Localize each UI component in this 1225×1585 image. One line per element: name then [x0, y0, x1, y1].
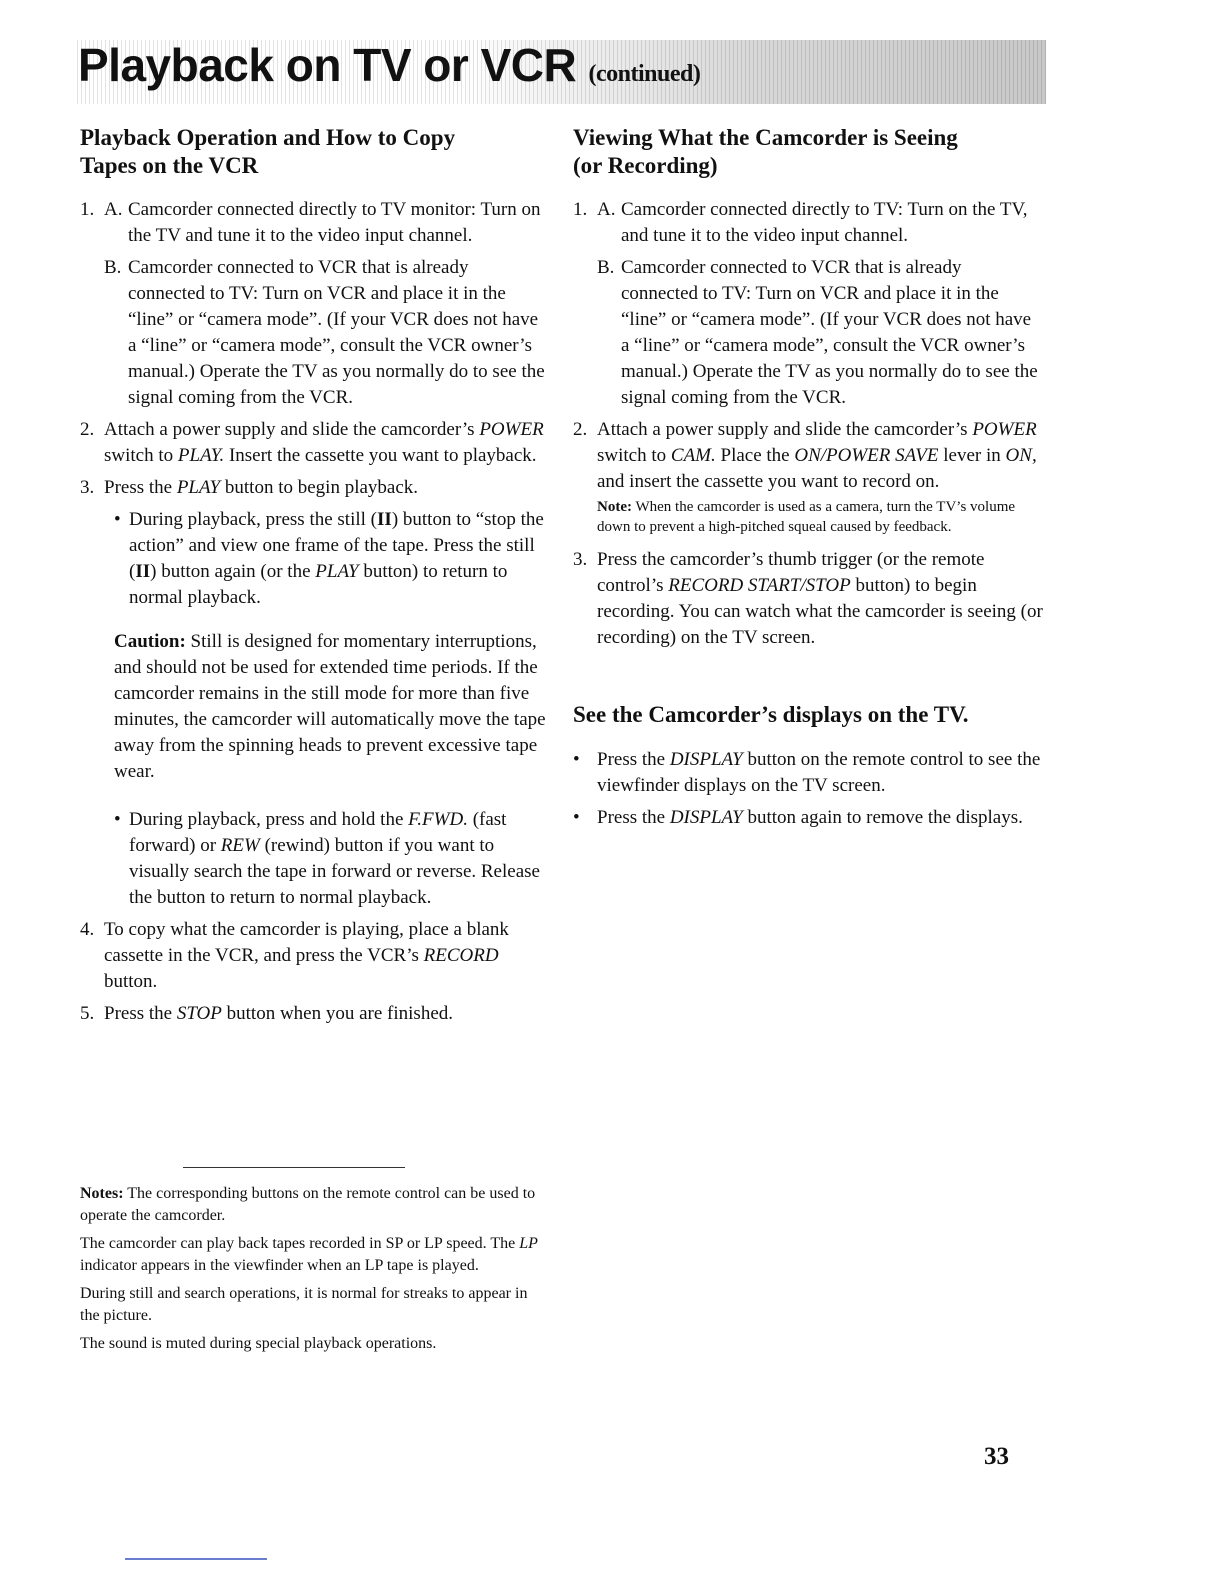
note-3: During still and search operations, it is normal for streaks to appear in the picture.: [80, 1285, 528, 1324]
display-bullet-2: • Press the DISPLAY button again to remove the displays.: [573, 806, 1023, 828]
left-column: [80, 124, 550, 1033]
notes-divider: [183, 1167, 405, 1168]
viewing-steps: [573, 197, 1043, 651]
step-3: 3. Press the PLAY button to begin playback. • During playback, press the still (II) button to “stop the action” and view one frame of the tape. Press the still (II) button again (or the PLAY button) to return to normal playback. Caution: Still is designed for momentary interruptions, and should not be used for extended time periods. If the camcorder remains in the still mode for more than five minutes, the camcorder will automatically move the tape away from the spinning heads to prevent excessive tape wear. • During playback, press and hold the F.FWD. (fast forward) or REW (rewind) button if you want to visually search the tape in forward or reverse. Release the button to return to normal playback.: [80, 475, 550, 911]
right-column: [573, 124, 1043, 837]
playback-steps: [80, 197, 550, 1027]
display-bullet-1: • Press the DISPLAY button on the remote control to see the viewfinder displays on the TV screen.: [573, 748, 1041, 796]
caution-note: Caution: Still is designed for momentary interruptions, and should not be used for extended time periods. If the camcorder remains in the still mode for more than five minutes, the camcorder will automatically move the tape away from the spinning heads to prevent excessive tape wear.: [114, 631, 546, 783]
page-title: Playback on TV or VCR (continued): [78, 39, 701, 91]
view-step-3: 3. Press the camcorder’s thumb trigger (or the remote control’s RECORD START/STOP button) to begin recording. You can watch what the camcorder is seeing (or recording) on the TV screen.: [573, 549, 1043, 649]
search-bullet: • During playback, press and hold the F.FWD. (fast forward) or REW (rewind) button if you want to visually search the tape in forward or reverse. Release the button to return to normal playback.: [114, 809, 540, 909]
step-4: 4. To copy what the camcorder is playing, place a blank cassette in the VCR, and press the VCR’s RECORD button.: [80, 919, 509, 993]
view-step-2: 2. Attach a power supply and slide the camcorder’s POWER switch to CAM. Place the ON/POWER SAVE lever in ON, and insert the cassette you want to record on. Note: When the camcorder is used as a camera, turn the TV’s volume down to prevent a high-pitched squeal caused by feedback.: [573, 417, 1043, 537]
right-heading: Viewing What the Camcorder is Seeing (or Recording): [573, 125, 958, 178]
feedback-note: Note: When the camcorder is used as a camera, turn the TV’s volume down to prevent a high-pitched squeal caused by feedback.: [597, 499, 1016, 536]
view-step-1b: B. Camcorder connected to VCR that is already connected to TV: Turn on VCR and place it in the “line” or “camera mode”. (If your VCR does not have a “line” or “camera mode”, consult the VCR owner’s manual.) Operate the TV as you normally do to see the signal coming from the VCR.: [597, 257, 1038, 409]
bottom-mark: [125, 1558, 267, 1560]
title-continued: (continued): [588, 61, 701, 87]
step-1a: A. Camcorder connected directly to TV monitor: Turn on the TV and tune it to the video input channel.: [104, 199, 541, 247]
step-2: 2. Attach a power supply and slide the camcorder’s POWER switch to PLAY. Insert the cassette you want to playback.: [80, 419, 544, 467]
page-number: 33: [984, 1443, 1009, 1470]
step-5: 5. Press the STOP button when you are finished.: [80, 1003, 454, 1025]
left-heading: Playback Operation and How to Copy Tapes on the VCR: [80, 125, 456, 178]
displays-list: [573, 747, 1043, 831]
step-1b: B. Camcorder connected to VCR that is already connected to TV: Turn on VCR and place it in the “line” or “camera mode”. (If your VCR does not have a “line” or “camera mode”, consult the VCR owner’s manual.) Operate the TV as you normally do to see the signal coming from the VCR.: [104, 257, 545, 409]
note-2: The camcorder can play back tapes recorded in SP or LP speed. The LP indicator appears in the viewfinder when an LP tape is played.: [80, 1235, 538, 1274]
still-bullet: • During playback, press the still (II) button to “stop the action” and view one frame of the tape. Press the still (II) button again (or the PLAY button) to return to normal playback.: [114, 509, 544, 609]
displays-heading: See the Camcorder’s displays on the TV.: [573, 702, 969, 728]
step-1: 1. A. Camcorder connected directly to TV monitor: Turn on the TV and tune it to the video input channel. B. Camcorder connected to VCR that is already connected to TV: Turn on VCR and place it in the “line” or “camera mode”. (If your VCR does not have a “line” or “camera mode”, consult the VCR owner’s manual.) Operate the TV as you normally do to see the signal coming from the VCR.: [80, 197, 550, 411]
view-step-1a: A. Camcorder connected directly to TV: Turn on the TV, and tune it to the video input channel.: [597, 199, 1028, 247]
view-step-1: 1. A. Camcorder connected directly to TV: Turn on the TV, and tune it to the video input channel. B. Camcorder connected to VCR that is already connected to TV: Turn on VCR and place it in the “line” or “camera mode”. (If your VCR does not have a “line” or “camera mode”, consult the VCR owner’s manual.) Operate the TV as you normally do to see the signal coming from the VCR.: [573, 197, 1043, 411]
note-1: Notes: The corresponding buttons on the remote control can be used to operate the camcorder.: [80, 1185, 536, 1224]
note-4: The sound is muted during special playback operations.: [80, 1335, 437, 1352]
notes-block: [80, 1183, 540, 1361]
